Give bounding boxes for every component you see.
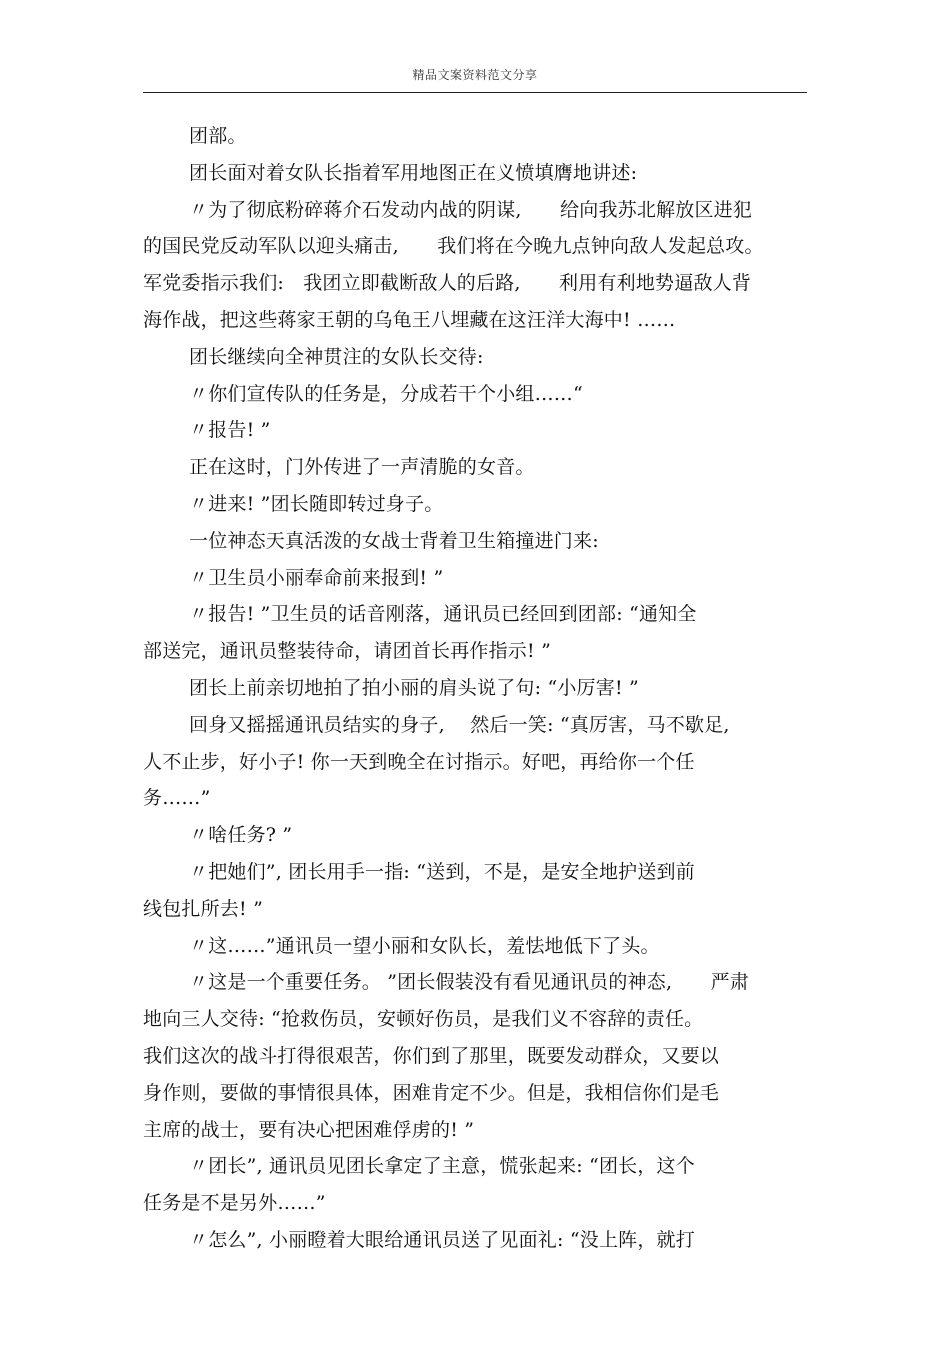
text-line: 〃卫生员小丽奉命前来报到! ” <box>189 566 444 589</box>
text-line: 海作战，把这些蒋家王朝的乌龟王八埋藏在这汪洋大海中! …… <box>143 308 676 331</box>
text-line: 军党委指示我们: 我团立即截断敌人的后路, 利用有利地势逼敌人背 <box>143 272 752 295</box>
text-line: 团部。 <box>189 125 247 147</box>
text-line: 身作则，要做的事情很具体，困难肯定不少。但是，我相信你们是毛 <box>143 1081 720 1104</box>
text-line: 正在这时，门外传进了一声清脆的女音。 <box>189 456 535 479</box>
text-line: 〃这……”通讯员一望小丽和女队长，羞怯地低下了头。 <box>189 934 660 957</box>
text-line: 〃报告! ” <box>189 419 271 442</box>
text-line: 主席的战士，要有决心把困难俘虏的! ” <box>143 1118 475 1141</box>
text-line: 〃你们宣传队的任务是，分成若干个小组……“ <box>189 382 583 405</box>
text-line: 团长上前亲切地拍了拍小丽的肩头说了句: “小厉害! ” <box>189 676 639 699</box>
text-line: 〃怎么”, 小丽瞪着大眼给通讯员送了见面礼: “没上阵，就打 <box>189 1228 695 1251</box>
text-line: 〃进来! ”团长随即转过身子。 <box>189 492 444 515</box>
text-line: 〃团长”, 通讯员见团长拿定了主意，慌张起来: “团长，这个 <box>189 1155 695 1178</box>
text-line: 部送完，通讯员整装待命，请团首长再作指示! ” <box>143 640 551 663</box>
text-line: 任务是不是另外……” <box>143 1192 326 1215</box>
text-line: 团长继续向全神贯注的女队长交待: <box>189 345 484 368</box>
header-title: 精品文案资料范文分享 <box>412 68 538 82</box>
text-line: 〃这是一个重要任务。 ”团长假装没有看见通讯员的神态, 严肃 <box>189 971 749 994</box>
text-line: 团长面对着女队长指着军用地图正在义愤填膺地讲述: <box>189 161 638 184</box>
text-line: 线包扎所去! ” <box>143 897 263 920</box>
text-line: 〃为了彻底粉碎蒋介石发动内战的阴谋, 给向我苏北解放区进犯 <box>189 198 753 221</box>
text-line: 一位神态天真活泼的女战士背着卫生箱撞进门来: <box>189 529 599 552</box>
text-line: 的国民党反动军队以迎头痛击, 我们将在今晚九点钟向敌人发起总攻。 <box>143 235 764 258</box>
text-line: 地向三人交待: “抢救伤员，安顿好伤员，是我们义不容辞的责任。 <box>143 1008 704 1031</box>
text-line: 回身又摇摇通讯员结实的身子, 然后一笑: “真厉害，马不歇足, <box>189 713 730 736</box>
text-line: 人不止步，好小子! 你一天到晚全在讨指示。好吧，再给你一个任 <box>143 750 695 773</box>
text-line: 〃啥任务? ” <box>189 824 293 847</box>
document-body <box>143 118 807 1259</box>
text-line: 〃报告! ”卫生员的话音刚落，通讯员已经回到团部: “通知全 <box>189 603 697 626</box>
text-line: 我们这次的战斗打得很艰苦，你们到了那里，既要发动群众，又要以 <box>143 1044 720 1067</box>
page-header <box>143 62 807 93</box>
text-line: 务……” <box>143 787 211 810</box>
text-line: 〃把她们”, 团长用手一指: “送到，不是，是安全地护送到前 <box>189 860 695 883</box>
